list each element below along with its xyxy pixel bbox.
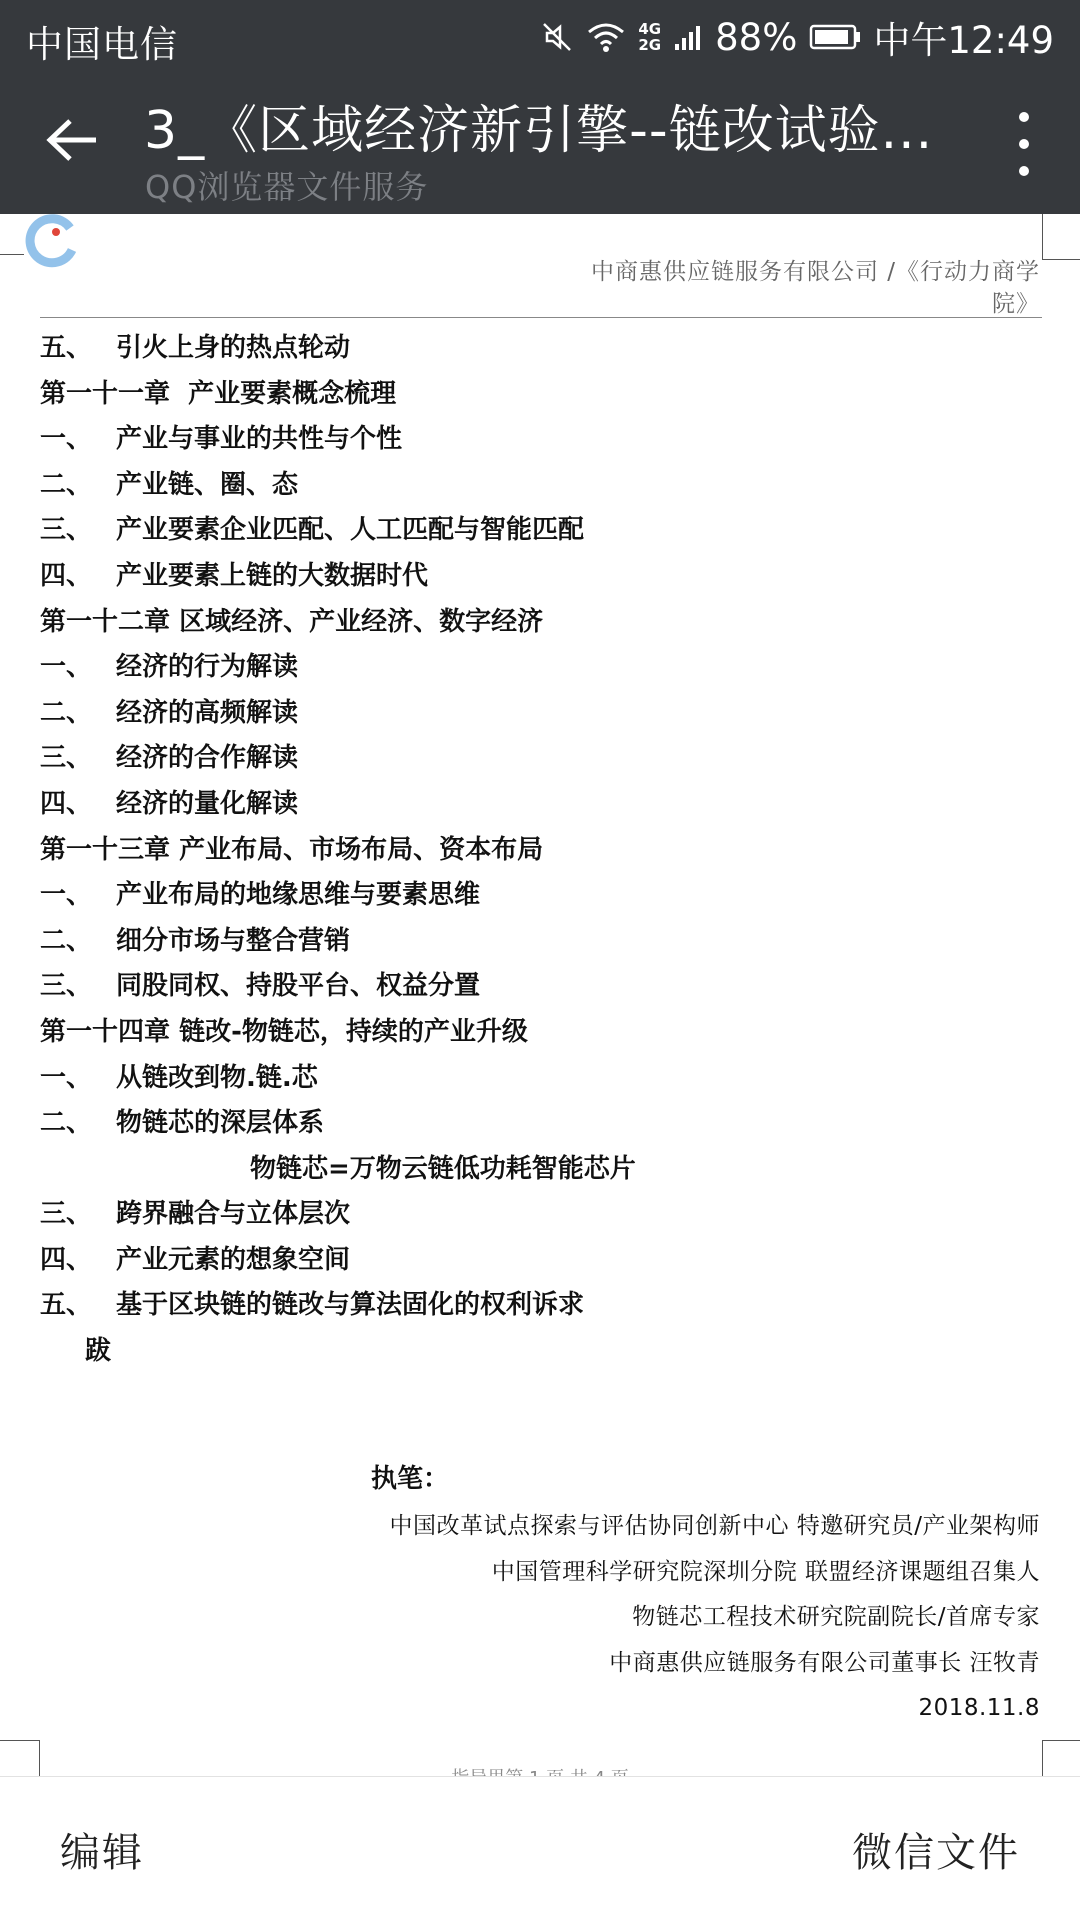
outline-item-text: 产业链、圈、态 [116, 469, 299, 500]
outline-item-text: 跋 [85, 1336, 112, 1367]
battery-icon [809, 23, 861, 51]
outline-item [40, 1147, 1040, 1193]
outline-item [40, 1283, 1040, 1329]
outline-item-number: 二、 [40, 697, 93, 728]
outline-item-number: 三、 [40, 515, 93, 546]
outline-item-number: 一、 [40, 652, 93, 683]
outline-item-text: 跨界融合与立体层次 [116, 1199, 351, 1230]
chapter-title: 产业要素概念梳理 [170, 378, 397, 409]
outline-item [40, 1056, 1040, 1102]
network-type-4g: 4G [638, 20, 662, 38]
outline-item-number: 四、 [40, 788, 93, 819]
outline-item-text: 经济的高频解读 [116, 697, 299, 728]
company-logo [22, 218, 82, 268]
outline-item [40, 554, 1040, 600]
chapter-number: 第一十四章 [40, 1016, 171, 1047]
outline-item-text: 经济的行为解读 [116, 652, 299, 683]
title-bar [0, 74, 1080, 214]
wechat-file-button[interactable]: 微信文件 [852, 1830, 1020, 1876]
page-corner-mark [0, 254, 24, 255]
network-type-label [638, 21, 661, 53]
chapter-title: 区域经济、产业经济、数字经济 [170, 606, 544, 637]
header-divider [40, 317, 1042, 318]
signal-icon [673, 22, 703, 52]
signature-line: 中国管理科学研究院深圳分院 联盟经济课题组召集人 [491, 1558, 1040, 1585]
outline-item [40, 691, 1040, 737]
outline-item [40, 508, 1040, 554]
outline-item-text: 产业布局的地缘思维与要素思维 [116, 880, 481, 911]
outline-item-text: 引火上身的热点轮动 [116, 333, 351, 363]
page-corner-mark [1042, 214, 1080, 260]
more-vert-icon [1019, 139, 1029, 149]
outline-item-text: 物链芯=万物云链低功耗智能芯片 [250, 1153, 636, 1184]
outline-item-text: 物链芯的深层体系 [116, 1108, 325, 1139]
outline-item-number: 一、 [40, 1062, 93, 1093]
document-source: QQ浏览器文件服务 [145, 168, 429, 206]
signature-line: 物链芯工程技术研究院副院长/首席专家 [632, 1604, 1040, 1630]
outline-item [40, 326, 1040, 372]
outline-item [40, 1192, 1040, 1238]
chapter-title: 产业布局、市场布局、资本布局 [170, 834, 544, 865]
signature-line: 中商惠供应链服务有限公司董事长 汪牧青 [609, 1649, 1040, 1676]
chapter-title: 链改-物链芯，持续的产业升级 [170, 1016, 528, 1047]
outline-item-number: 三、 [40, 971, 93, 1002]
outline-item-number: 二、 [40, 925, 93, 956]
clock: 中午12:49 [873, 19, 1054, 62]
more-vert-icon [1019, 166, 1029, 176]
outline-item-number: 二、 [40, 469, 93, 500]
chapter-number: 第一十一章 [40, 378, 171, 409]
chapter-number: 第一十二章 [40, 606, 171, 637]
chapter-heading [40, 1010, 1040, 1056]
outline-item [40, 1101, 1040, 1147]
outline-item [40, 463, 1040, 509]
battery-percent: 88% [715, 15, 798, 59]
outline-item-text: 同股同权、持股平台、权益分置 [116, 971, 481, 1002]
chapter-number: 第一十三章 [40, 834, 171, 865]
outline-item [40, 417, 1040, 463]
back-arrow-icon [46, 118, 98, 166]
wifi-icon [586, 20, 626, 54]
status-bar [0, 0, 1080, 74]
outline-item [40, 1238, 1040, 1284]
outline-item-text: 产业要素上链的大数据时代 [116, 560, 429, 591]
outline-item-text: 从链改到物.链.芯 [116, 1062, 318, 1093]
signature-date: 2018.11.8 [918, 1695, 1040, 1721]
outline-item [40, 645, 1040, 691]
outline-item-number: 二、 [40, 1108, 93, 1139]
signature-line: 中国改革试点探索与评估协同创新中心 特邀研究员/产业架构师 [389, 1513, 1040, 1539]
page-header: 中商惠供应链服务有限公司 /《行动力商学院》 [590, 259, 1040, 317]
outline-item-text: 基于区块链的链改与算法固化的权利诉求 [116, 1290, 585, 1321]
mute-icon [540, 20, 574, 54]
outline-item-number: 四、 [40, 1244, 93, 1275]
chapter-heading [40, 600, 1040, 646]
outline-item-text: 经济的量化解读 [116, 788, 299, 819]
outline-item-text: 经济的合作解读 [116, 743, 299, 774]
outline-item-text: 产业要素企业匹配、人工匹配与智能匹配 [116, 515, 585, 546]
outline-item [40, 1329, 1040, 1375]
signature-block [280, 1454, 1040, 1732]
document-title: 3_《区域经济新引擎--链改试验... [144, 101, 934, 161]
network-type-2g: 2G [638, 36, 662, 54]
outline-item-number: 四、 [40, 560, 93, 591]
bottom-action-bar [0, 1776, 1080, 1920]
back-button[interactable] [40, 110, 104, 174]
table-of-contents [40, 326, 1040, 1375]
chapter-heading [40, 372, 1040, 418]
outline-item [40, 736, 1040, 782]
carrier-name: 中国电信 [26, 23, 178, 66]
outline-item [40, 782, 1040, 828]
outline-item-text: 产业元素的想象空间 [116, 1244, 351, 1275]
outline-item-number: 五、 [40, 333, 93, 363]
outline-item [40, 919, 1040, 965]
outline-item-text: 细分市场与整合营销 [116, 925, 351, 956]
outline-item-number: 三、 [40, 743, 93, 774]
outline-item-number: 一、 [40, 880, 93, 911]
outline-item-number: 一、 [40, 424, 93, 455]
more-options-button[interactable] [1004, 112, 1044, 176]
outline-item [40, 873, 1040, 919]
outline-item-text: 产业与事业的共性与个性 [116, 424, 403, 455]
outline-item-number: 三、 [40, 1199, 93, 1230]
more-vert-icon [1019, 112, 1029, 122]
status-indicators [540, 12, 1054, 62]
signature-heading: 执笔： [371, 1464, 450, 1494]
edit-button[interactable]: 编辑 [60, 1830, 144, 1876]
chapter-heading [40, 828, 1040, 874]
outline-item-number: 五、 [40, 1290, 93, 1321]
document-viewer[interactable] [0, 214, 1080, 1776]
outline-item [40, 964, 1040, 1010]
